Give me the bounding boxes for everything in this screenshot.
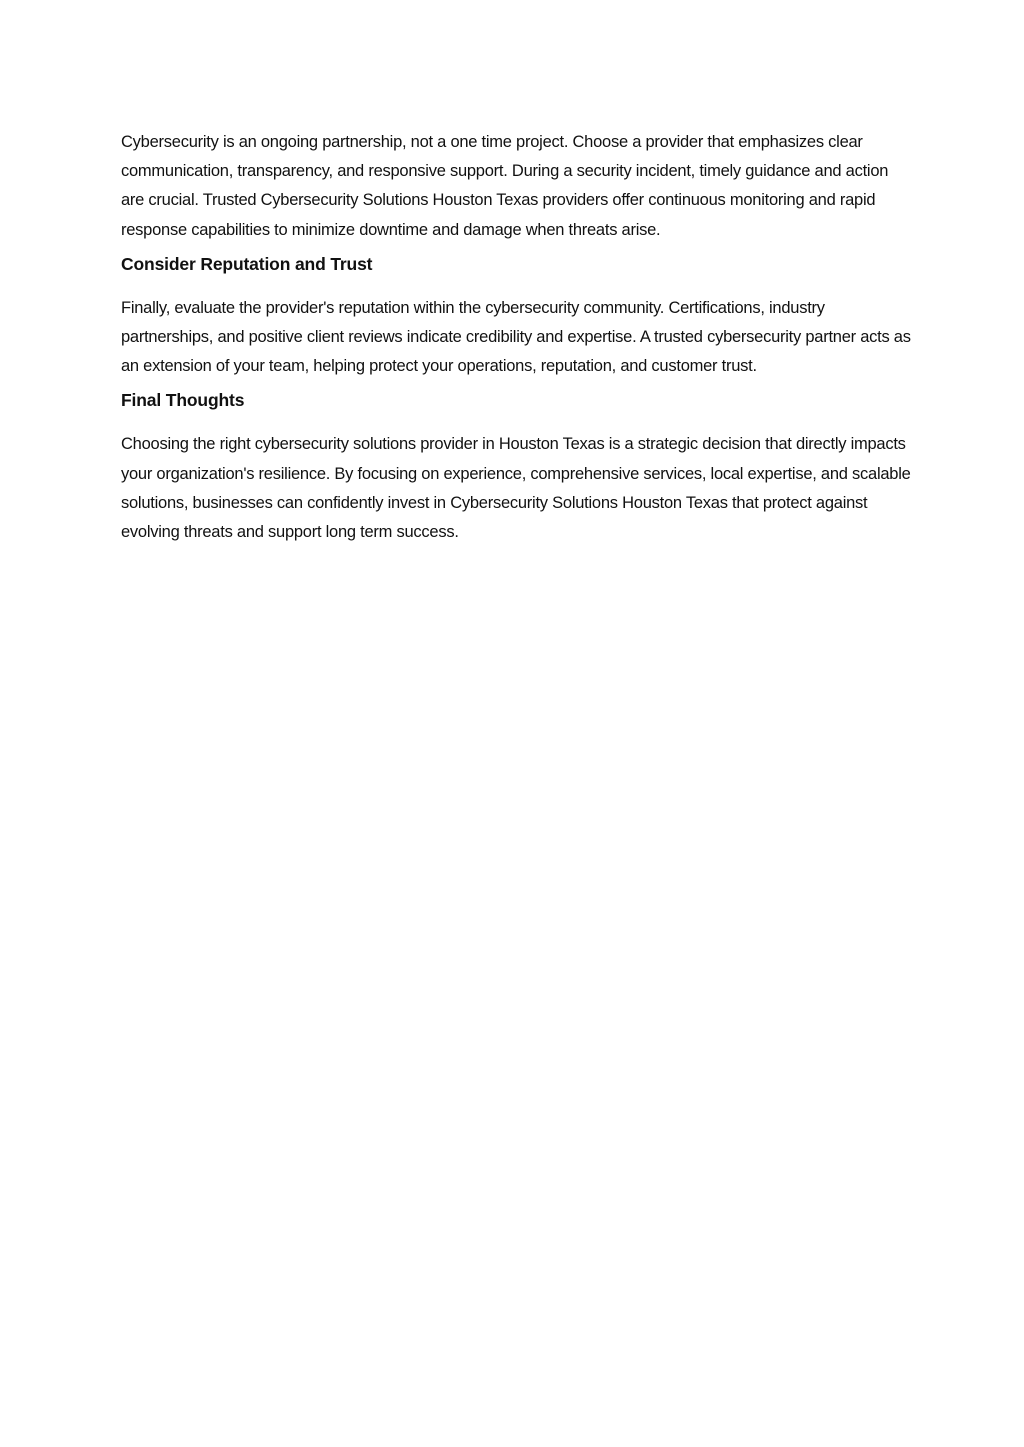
paragraph-partnership: Cybersecurity is an ongoing partnership, not a one time project. Choose a provider that emphasizes clear communication, transparency, and responsive support. During a security incident, timely guidance and action are crucial. Trusted Cybersecurity Solutions Houston Texas providers offer continuous monitoring and rapid response capabilities to minimize downtime and damage when threats arise. [121,133,889,239]
paragraph-reputation: Finally, evaluate the provider's reputation within the cybersecurity community. Certifications, industry partnerships, and positive client reviews indicate credibility and expertise. A trusted cybersecurity partner acts as an extension of your team, helping protect your operations, reputation, and customer trust. [121,298,911,376]
document-page [121,128,911,547]
heading-reputation-trust: Consider Reputation and Trust [121,253,373,274]
heading-final-thoughts: Final Thoughts [121,390,245,411]
paragraph-final-thoughts: Choosing the right cybersecurity solutions provider in Houston Texas is a strategic decision that directly impacts your organization's resilience. By focusing on experience, comprehensive services, local expertise, and scalable solutions, businesses can confidently invest in Cybersecurity Solutions Houston Texas that protect against evolving threats and support long term success. [121,435,911,542]
